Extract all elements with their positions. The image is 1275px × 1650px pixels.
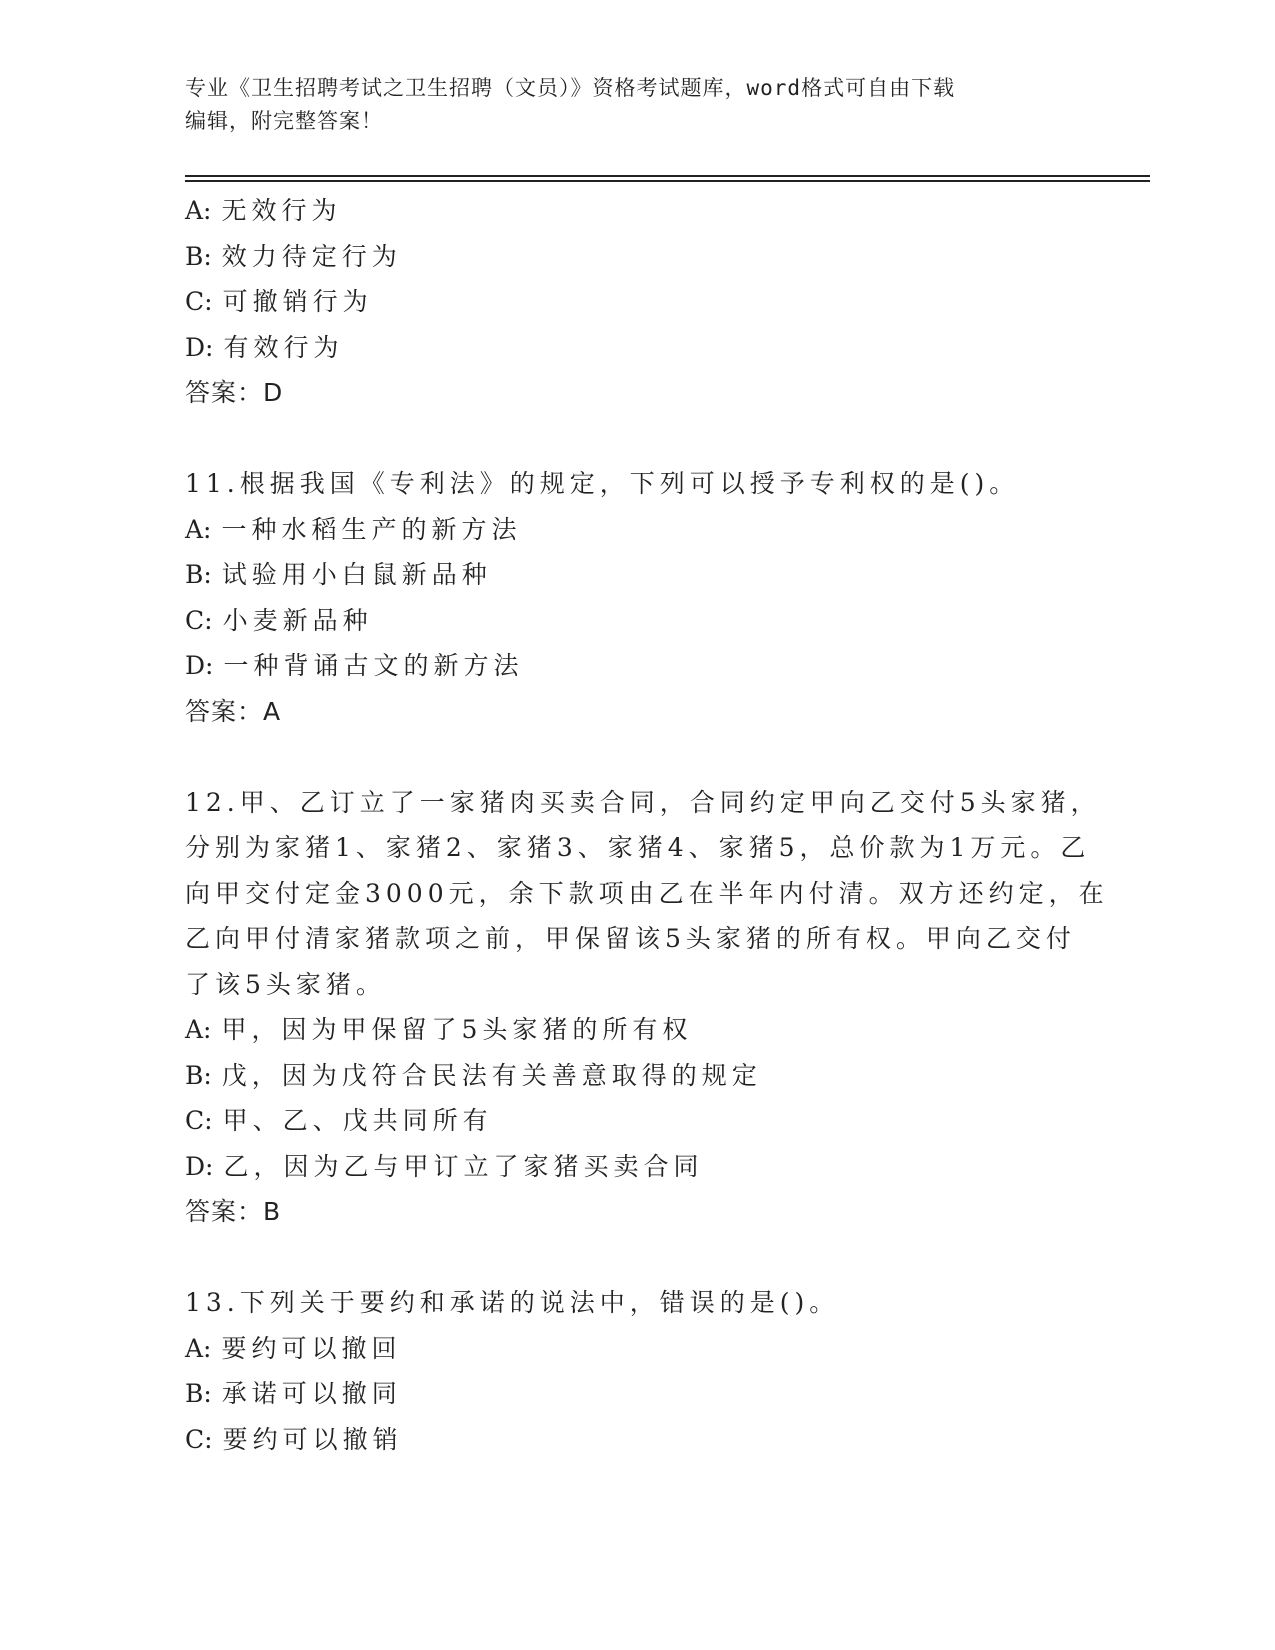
option-c	[185, 1417, 1085, 1463]
question-list	[185, 188, 1109, 1462]
option-text: 乙，因为乙与甲订立了家猪买卖合同	[223, 1151, 704, 1181]
option-label: D:	[185, 332, 214, 362]
question-stem-line: 向甲交付定金3000元，余下款项由乙在半年内付清。双方还约定，在	[185, 878, 1109, 908]
option-text: 一种背诵古文的新方法	[223, 651, 524, 680]
option-text: 试验用小白鼠新品种	[221, 560, 492, 589]
header-title-line-1: 专业《卫生招聘考试之卫生招聘（文员）》资格考试题库，word格式可自由下载	[185, 76, 956, 100]
question-10	[185, 188, 1085, 416]
option-label: C:	[185, 605, 213, 635]
question-12	[185, 780, 1109, 1235]
option-a	[185, 507, 1085, 553]
option-text: 要约可以撤销	[222, 1424, 403, 1454]
spacer	[185, 734, 1085, 780]
spacer	[185, 416, 1085, 462]
option-text: 效力待定行为	[221, 241, 402, 271]
option-c	[185, 598, 1085, 644]
option-label: A:	[185, 1333, 212, 1363]
question-stem: 13.下列关于要约和承诺的说法中，错误的是()。	[185, 1288, 840, 1317]
option-label: D:	[185, 651, 214, 680]
option-label: A:	[185, 514, 212, 544]
option-text: 要约可以撤回	[221, 1333, 402, 1363]
option-text: 甲、乙、戊共同所有	[222, 1106, 493, 1135]
option-a	[185, 1326, 1085, 1372]
answer-line: 答案：B	[185, 1197, 282, 1226]
option-label: A:	[185, 1015, 212, 1044]
option-label: B:	[185, 1379, 212, 1408]
answer-line: 答案：D	[185, 378, 284, 407]
header-title-line-2: 编辑，附完整答案！	[185, 109, 383, 133]
option-text: 可撤销行为	[222, 287, 373, 316]
option-d	[185, 643, 1085, 689]
spacer	[185, 1235, 1085, 1281]
option-b	[185, 552, 1085, 598]
option-label: B:	[185, 241, 212, 271]
option-text: 戊，因为戊符合民法有关善意取得的规定	[221, 1060, 762, 1090]
option-d	[185, 1144, 1085, 1190]
question-11	[185, 461, 1085, 734]
option-label: C:	[185, 1424, 213, 1454]
answer-line: 答案：A	[185, 696, 282, 726]
question-stem-line: 12.甲、乙订立了一家猪肉买卖合同，合同约定甲向乙交付5头家猪，	[185, 787, 1101, 817]
option-b	[185, 1053, 1085, 1099]
document-header	[185, 72, 1065, 138]
option-text: 甲，因为甲保留了5头家猪的所有权	[221, 1015, 693, 1044]
option-c	[185, 279, 1085, 325]
question-stem: 11.根据我国《专利法》的规定，下列可以授予专利权的是()。	[185, 469, 1020, 498]
option-a	[185, 188, 1085, 234]
option-label: B:	[185, 1060, 212, 1090]
option-label: D:	[185, 1151, 214, 1181]
option-text: 小麦新品种	[222, 605, 373, 635]
option-b	[185, 1371, 1085, 1417]
option-d	[185, 325, 1085, 371]
option-text: 承诺可以撤同	[221, 1379, 402, 1408]
option-a	[185, 1007, 1085, 1053]
question-stem-line: 分别为家猪1、家猪2、家猪3、家猪4、家猪5，总价款为1万元。乙	[185, 833, 1091, 862]
header-divider-top	[185, 175, 1150, 177]
option-text: 无效行为	[221, 196, 342, 225]
header-divider-bottom	[185, 180, 1150, 182]
question-stem-line: 了该5头家猪。	[185, 969, 386, 999]
option-label: C:	[185, 287, 213, 316]
option-b	[185, 234, 1085, 280]
option-label: C:	[185, 1106, 213, 1135]
option-text: 一种水稻生产的新方法	[221, 514, 522, 544]
option-label: A:	[185, 196, 212, 225]
option-label: B:	[185, 560, 212, 589]
option-text: 有效行为	[223, 332, 344, 362]
question-stem-line: 乙向甲付清家猪款项之前，甲保留该5头家猪的所有权。甲向乙交付	[185, 924, 1076, 953]
option-c	[185, 1098, 1085, 1144]
question-13	[185, 1280, 1085, 1462]
